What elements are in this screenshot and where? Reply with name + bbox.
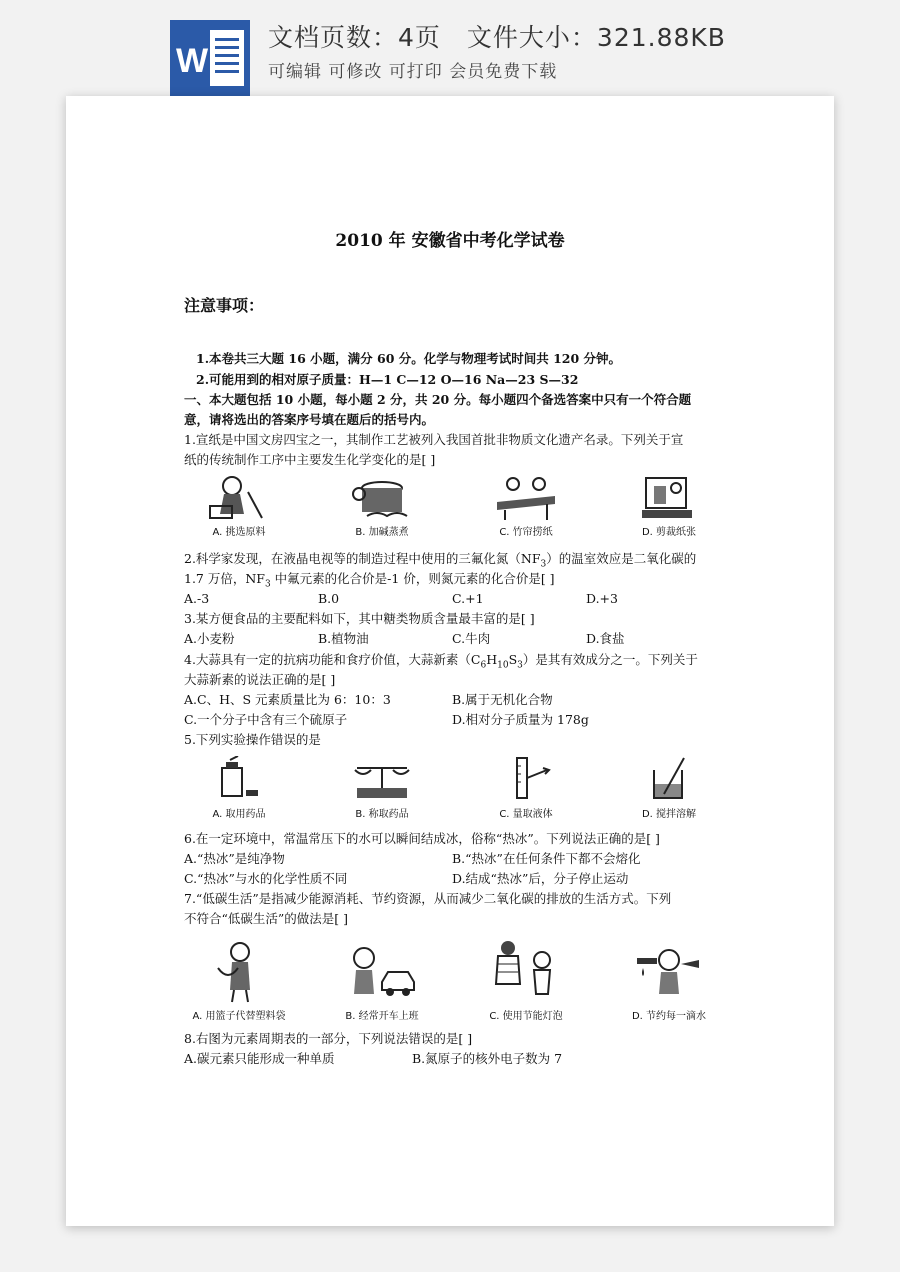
option-b: B.植物油 [318,631,369,646]
figure-energy-bulb [471,938,581,1022]
figure-weigh-reagent [327,756,437,820]
question-7: 7.“低碳生活”是指减少能源消耗、节约资源，从而减少二氧化碳的排放的生活方式。下列 [184,891,672,906]
file-info [268,18,726,54]
option-b: B.0 [318,591,340,606]
figure-drive-car [327,938,437,1022]
page-count: 文档页数：4页 [268,23,441,52]
page-title: 2010 年 安徽省中考化学试卷 [335,231,565,251]
figure-boil-with-alkali [327,474,437,538]
question-7-cont: 不符合“低碳生活”的做法是[ ] [184,911,349,926]
option-b: B.氮原子的核外电子数为 7 [412,1051,563,1066]
question-2: 2.科学家发现，在液晶电视等的制造过程中使用的三氟化氮$(NF_3)$的温室效应是二氧化碳的 [184,551,697,570]
section-1-intro: 一、本大题包括 10 小题，每小题 2 分，共 20 分。每小题四个备选答案中只有一个符合题 [184,392,692,407]
option-a: A.C、H、S 元素质量比为 6：10：3 [184,692,391,707]
question-6: 6.在一定环境中，常温常压下的水可以瞬间结成冰，俗称“热冰”。下列说法正确的是[ ] [184,831,660,846]
option-c: C.“热冰”与水的化学性质不同 [184,871,348,886]
figure-caption: C. 竹帘捞纸 [499,527,553,538]
word-document-icon [170,20,250,96]
option-a: A.-3 [184,591,210,606]
option-d: D.相对分子质量为 178g [452,712,589,727]
question-8: 8.右图为元素周期表的一部分，下列说法错误的是[ ] [184,1031,473,1046]
download-banner [0,0,900,96]
figure-caption: D. 搅拌溶解 [641,809,697,820]
section-1-intro-cont: 意，请将选出的答案序号填在题后的括号内。 [184,412,435,427]
figure-caption: D. 节约每一滴水 [631,1011,707,1022]
question-3: 3.某方便食品的主要配料如下，其中糖类物质含量最丰富的是[ ] [184,611,535,626]
option-d: D.+3 [586,591,618,606]
option-c: C.牛肉 [452,631,491,646]
figure-stir-dissolve [614,756,724,820]
figure-cut-paper [614,474,724,538]
file-size: 文件大小：321.88KB [466,23,726,52]
figure-caption: C. 量取液体 [499,809,553,820]
question-4: 4.大蒜具有一定的抗病功能和食疗价值，大蒜新素$(C_6H_{10}S_3)$是其有效成分之一。下列关于 [184,652,698,671]
figure-save-water [614,938,724,1022]
option-d: D.食盐 [586,631,625,646]
question-1-cont: 纸的传统制作工序中主要发生化学变化的是[ ] [184,452,436,467]
figure-take-reagent [184,756,294,820]
figure-caption: B. 称取药品 [355,809,409,820]
figure-caption: C. 使用节能灯泡 [489,1011,563,1022]
option-c: C.一个分子中含有三个硫原子 [184,712,348,727]
note-2: 2.可能用到的相对原子质量：H—1 C—12 O—16 Na—23 S—32 [196,372,579,387]
option-a: A.小麦粉 [184,631,235,646]
figure-select-materials [184,474,294,538]
document-page [66,96,834,1226]
figure-caption: A. 用篮子代替塑料袋 [192,1011,286,1022]
notes-heading: 注意事项： [184,296,265,315]
figure-caption: A. 挑选原料 [212,527,266,538]
question-5: 5.下列实验操作错误的是 [184,732,321,747]
question-4-cont: 大蒜新素的说法正确的是[ ] [184,672,336,687]
question-1-figures [184,474,724,538]
figure-caption: D. 剪裁纸张 [641,527,697,538]
figure-caption: A. 取用药品 [212,809,266,820]
figure-measure-liquid [471,756,581,820]
figure-caption: B. 经常开车上班 [345,1011,419,1022]
figure-bamboo-screen [471,474,581,538]
option-a: A.碳元素只能形成一种单质 [184,1051,335,1066]
question-2-cont: 1.7 万倍，$NF_3$ 中氟元素的化合价是-1 价，则氮元素的化合价是[ ] [184,571,555,590]
option-a: A.“热冰”是纯净物 [184,851,285,866]
option-d: D.结成“热冰”后，分子停止运动 [452,871,629,886]
figure-caption: B. 加碱蒸煮 [355,527,409,538]
question-1: 1.宣纸是中国文房四宝之一，其制作工艺被列入我国首批非物质文化遗产名录。下列关于宣 [184,432,684,447]
note-1: 1.本卷共三大题 16 小题，满分 60 分。化学与物理考试时间共 120 分钟。 [196,351,622,366]
figure-basket [184,938,294,1022]
question-7-figures [184,938,724,1022]
option-b: B.属于无机化合物 [452,692,553,707]
option-c: C.+1 [452,591,484,606]
question-5-figures [184,756,724,820]
option-b: B.“热冰”在任何条件下都不会熔化 [452,851,641,866]
feature-list: 可编辑 可修改 可打印 会员免费下载 [268,62,558,82]
svg-text:W: W [176,42,209,80]
